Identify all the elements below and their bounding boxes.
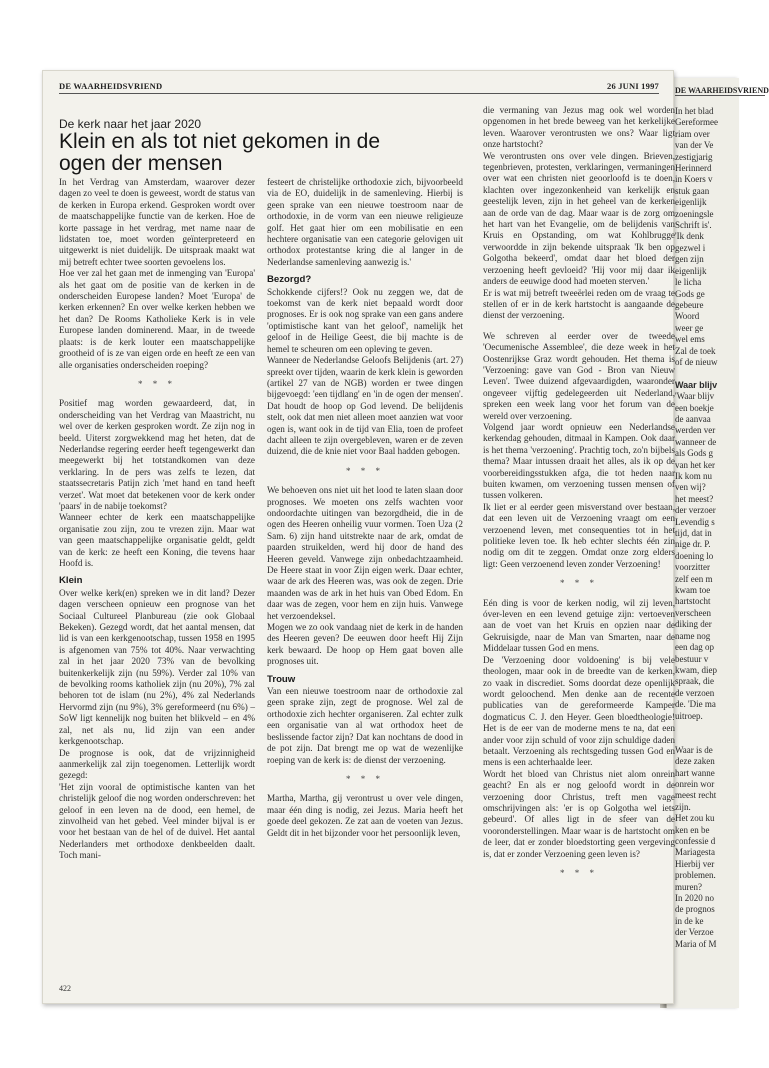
next-page-line: of de nieuw — [675, 356, 718, 367]
subheading-bezorgd: Bezorgd? — [267, 274, 312, 286]
paragraph: In het Verdrag van Amsterdam, waarover dezer dagen zo veel te doen is geweest, wordt de status van de kerken in Europa erkend. Gesproken wordt over de maatschappelijke functie van de kerken. Hoe de korte passage in het verdrag, met name naar de lidstaten toe, moet worden geïnterpreteerd en uitgewerkt is niet duidelijk. De uitspraak maakt wat mij betreft echter twee soorten gevoelens los. — [59, 177, 255, 267]
section-separator: * * * — [346, 465, 384, 476]
issue-date: 26 JUNI 1997 — [607, 81, 659, 91]
next-page-line: verscheen — [675, 607, 711, 618]
section-separator: * * * — [138, 378, 176, 389]
next-page-line: In 2020 no — [675, 893, 714, 904]
next-page-line: de. 'Die ma — [675, 699, 716, 710]
next-page-line: muren? — [675, 881, 702, 892]
paragraph: Wordt het bloed van Christus niet alom onrein geacht? En als er nog geloofd wordt in de verzoening door Christus, treft men vage omschrijvingen als: 'er is op Golgotha wel iets gebeurd'. Of alles ligt in de sfeer van de vooronderstellingen. Maar waar is de hartstocht om de leer, dat er zonder bloedstorting geen vergeving is, dat er zonder Verzoening geen leven is? — [483, 768, 675, 859]
paragraph: Hoe ver zal het gaan met de inmenging van 'Europa' als het gaat om de positie van de kerken in de onderscheiden Europese landen? Moet 'Europa' de kerken erkennen? En over welke kerken hebben we het dan? De Rooms Katholieke Kerk is in vele Europese landen dominerend. Maar, in de tweede plaats: is de kerk louter een maatschappelijke grootheid of is ze van eigen orde en heeft ze een van alle organisaties onderscheiden roeping? — [59, 268, 255, 370]
paragraph: Over welke kerk(en) spreken we in dit land? Dezer dagen verscheen opnieuw een prognose van het Sociaal Cultureel Planbureau (zie ook Globaal Bekeken). Gezegd wordt, dat het aantal mensen, dat lid is van een kerkgenootschap, tussen 1958 en 1995 is afgenomen van 75% tot 40%. Naar verwachting zal in het jaar 2020 73% van de bevolking buitenkerkelijk zijn (nu 59%). Verder zal 10% van de bevolking rooms katholiek zijn (nu 20%), 7% zal behoren tot de islam (nu 2%), 4% zal Nederlands Hervormd zijn (nu 9%), 3% gereformeerd (nu 6%) – SoW ligt kennelijk nog buiten het blikveld – en 4% zal, net als nu, lid zijn van een ander kerkgenootschap. — [59, 587, 255, 747]
next-page-line: Herinnerd — [675, 163, 712, 174]
next-page-line: werden ver — [675, 425, 716, 436]
paragraph: Mogen we zo ook vandaag niet de kerk in de handen des Heeren geven? De eeuwen door heeft Hij Zijn kerk bewaard. De hoop op Hem gaat boven alle prognoses uit. — [267, 622, 463, 667]
next-page-line: wanneer de — [675, 436, 717, 447]
magazine-page — [42, 70, 674, 1004]
next-page-line: Waar blijv — [675, 379, 718, 390]
next-page-line: zoeningsle — [675, 208, 714, 219]
next-page-line: kwam toe — [675, 585, 711, 596]
next-page-line: Ik kom nu — [675, 471, 712, 481]
next-page-line: eigenlijk — [675, 197, 707, 208]
quote-paragraph: 'Het zijn vooral de optimistische kanten van het christelijk geloof die nog worden onderschreven: het geloof in een leven na de dood, een hemel, de zinvolheid van het gebed. Veel minder bijval is er voor het bestaan van de hel of de duivel. Het aantal Nederlanders met orthodoxe denkbeelden daalt. Toch mani- — [59, 781, 255, 861]
next-page-line: Gods ge — [675, 288, 705, 299]
next-page-line: wel ems — [675, 334, 705, 345]
next-page-line: Gereformee — [675, 117, 718, 128]
next-page-line: Schrift is'. — [675, 220, 712, 231]
section-separator: * * * — [560, 578, 598, 589]
next-page-line: deze zaken — [675, 756, 715, 767]
paragraph: De prognose is ook, dat de vrijzinnigheid aanmerkelijk zal zijn toegenomen. Letterlijk wordt gezegd: — [59, 747, 255, 781]
next-page-text — [675, 106, 737, 950]
next-page-line: uitroep. — [675, 710, 703, 721]
subheading-klein: Klein — [59, 575, 83, 587]
paragraph: die vermaning van Jezus mag ook wel worden opgenomen in het brede beweeg van het kerkelijke leven. Waarover verontrusten we ons? Waar ligt onze hartstocht? — [483, 105, 675, 150]
next-page-line: hart wanne — [675, 767, 715, 778]
next-page-line: ven wij? — [675, 482, 706, 493]
paragraph: Van een nieuwe toestroom naar de orthodoxie zal geen sprake zijn, zegt de prognose. Wel zal de orthodoxie zich hechter organiseren. Zal echter zulk een organisatie van al wat orthodox heet de beslissende factor zijn? Dat kan nochtans de dood in de pot zijn. Dat brengt me op wat de wezenlijke roeping van de kerk is: de dienst der verzoening. — [267, 686, 463, 765]
column-2 — [267, 177, 463, 977]
next-page-line: onrein wor — [675, 778, 715, 789]
paragraph: Martha, Martha, gij verontrust u over vele dingen, maar één ding is nodig, zei Jezus. Maria heeft het goede deel gekozen. Ze zat aan de voeten van Jezus. Geldt dit in het bijzonder voor het persoonlijk leven, — [267, 793, 463, 838]
publication-name: DE WAARHEIDSVRIEND — [59, 81, 163, 91]
next-page-line: doening lo — [675, 550, 714, 561]
subheading-trouw: Trouw — [267, 673, 296, 685]
column-1 — [59, 177, 255, 977]
next-page-line: der verzoer — [675, 505, 716, 516]
next-page-line — [675, 733, 737, 744]
next-page-line: der Verzoe — [675, 927, 714, 938]
next-page-line: gebeure — [675, 299, 704, 310]
next-page-line: le licha — [675, 277, 702, 288]
next-page-line: zijn. — [675, 801, 691, 812]
next-page-line: 'Waar blijv — [675, 391, 715, 402]
next-page-strip — [666, 78, 769, 1008]
next-page-line: Levendig s — [675, 516, 715, 527]
running-head — [59, 79, 659, 94]
next-page-line: in Koers v — [675, 174, 713, 185]
next-page-line: diking der — [675, 619, 712, 630]
next-page-line: gezwel i — [675, 242, 706, 253]
next-page-line: de aanvaa — [675, 413, 711, 424]
next-page-line: zestigjarig — [675, 151, 713, 162]
next-page-line: een dag op — [675, 642, 714, 653]
paragraph: We schreven al eerder over de tweede 'Oecumenische Assemblee', die deze week in het Oostenrijkse Graz wordt gehouden. Het thema is 'Verzoening: gave van God - Bron van Nieuw Leven'. Twee duizend afgevaardigden, waaronder ongeveer vijftig gedelegeerden uit Nederland, spreken een week lang voor het forum van de wereld over verzoening. — [483, 330, 675, 421]
article-headline: Klein en als tot niet gekomen in de ogen der mensen — [59, 130, 381, 175]
next-page-line: Woord — [675, 311, 700, 322]
next-page-line: riam over — [675, 128, 710, 139]
next-page-line: kwam, diep — [675, 664, 717, 675]
column-3 — [483, 105, 675, 981]
paragraph: Er is wat mij betreft tweeërlei reden om de vraag te stellen of er in de kerk hartstocht is aangaande de dienst der verzoening. — [483, 287, 675, 321]
next-page-line: hartstocht — [675, 596, 711, 607]
paragraph: Eén ding is voor de kerken nodig, wil zij leven, óver-leven en een levend getuige zijn: vertoeven aan de voet van het Kruis en opzien naar de Gekruisigde, naar de Man van Smarten, naar de Middelaar tussen God en mens. — [483, 597, 675, 654]
next-page-line: Waar is de — [675, 744, 713, 755]
next-page-line: de verzoen — [675, 687, 715, 698]
next-page-line: Het zou ku — [675, 813, 715, 824]
paragraph: Ik liet er al eerder geen misverstand over bestaan, dat een leven uit de Verzoening vraagt om een verzoenend leven, met consequenties tot in het politieke leven toe. Ik heb echter slechts één zin nodig om dit te zeggen. Omdat onze zorg elders ligt: Geen verzoenend leven zonder Verzoening! — [483, 501, 675, 569]
next-page-line: problemen. — [675, 870, 716, 881]
next-page-line: meest recht — [675, 790, 717, 801]
next-page-line: zelf een m — [675, 573, 713, 584]
paragraph: Wanneer echter de kerk een maatschappelijke organisatie zou zijn, zou te vrezen zijn. Maar wat van geen maatschappelijke organisatie geldt, geldt van de kerk: ze heeft een Koning, die tevens haar Hoofd is. — [59, 512, 255, 568]
next-page-line: Hierbij ver — [675, 858, 715, 869]
next-page-line: de prognos — [675, 904, 715, 915]
next-page-line: ken en be — [675, 824, 710, 835]
next-page-line: bestuur v — [675, 653, 709, 664]
next-page-line: In het blad — [675, 106, 714, 116]
next-page-line — [675, 722, 737, 733]
next-page-line: van het ker — [675, 459, 715, 470]
next-page-line: Mariagesta — [675, 847, 715, 858]
next-page-line: nige dr. P. — [675, 539, 711, 550]
next-page-line: confessie d — [675, 836, 716, 846]
quote-paragraph: festeert de christelijke orthodoxie zich, bijvoorbeeld via de EO, duidelijk in de samenleving. Hierbij is geen sprake van een nieuwe toestroom naar de orthodoxie, in de vorm van een nieuwe religieuze golf. Het gaat hier om een mobilisatie en een hechtere organisatie van een categorie gelovigen uit orthodox protestantse kring die al langer in de Nederlandse samenleving aanwezig is.' — [267, 177, 463, 267]
paragraph: De 'Verzoening door voldoening' is bij vele theologen, maar ook in de breedte van de kerken, zo vaak in discrediet. Soms doordat deze openlijk wordt geloochend. Men denke aan de recente publicaties van de gereformeerde Kamper dogmaticus C. J. den Heyer. Geen bloedtheologie! Het is de eer van de moderne mens te na, dat een ander voor zijn schuld of voor zijn schuldige daden betaalt. Verzoening als rechtsgeding tussen God en mens is een achterhaalde leer. — [483, 654, 675, 768]
next-page-line: weer ge — [675, 322, 704, 333]
next-page-line: name nog — [675, 630, 711, 641]
next-page-line: van der Ve — [675, 140, 714, 151]
paragraph: Schokkende cijfers!? Ook nu zeggen we, dat de toekomst van de kerk niet bepaald wordt door prognoses. Er is ook nog sprake van een gans andere 'optimistische kant van het geloof', namelijk het geloof in de Heilige Geest, die bij machte is de hemel te scheuren om een opleving te geven. — [267, 286, 463, 354]
next-page-line: het meest? — [675, 493, 714, 504]
next-page-line: een boekje — [675, 402, 714, 413]
next-page-line: Zal de toek — [675, 345, 716, 356]
next-page-running-head: DE WAARHEIDSVRIEND — [675, 86, 769, 95]
next-page-line: gen zijn — [675, 254, 704, 265]
paragraph: We behoeven ons niet uit het lood te laten slaan door prognoses. We moeten ons zelfs wachten voor ondoordachte uitingen van bezorgdheid, die in de ogen des Heeren onheilig vuur vormen. Toen Uza (2 Sam. 6) zijn hand uitstrekte naar de ark, omdat de paarden struikelden, werd hij door de hand des Heeren geveld. Vanwege zijn onbedachtzaamheid. De Heere staat in voor Zijn eigen werk. Daar echter, waar de ark des Heeren was, was ook de zegen. Drie maanden was de ark in het huis van Obed Edom. En daar was de zegen, voor hem en zijn huis. Vanwege het verzoendeksel. — [267, 485, 463, 621]
paragraph: Wanneer de Nederlandse Geloofs Belijdenis (art. 27) spreekt over tijden, waarin de kerk klein is geworden (artikel 27 van de NGB) worden er twee dingen bijgevoegd: 'een tijdlang' en 'in de ogen der mensen'. Dat houdt de hoop op God levend. De belijdenis stelt, ook dat men niet alleen moet aanzien wat voor ogen is, want ook in de tijd van Elia, toen de profeet dacht alleen te zijn overgebleven, waren er de zeven duizend, die de knie niet voor Baal hadden gebogen. — [267, 355, 463, 457]
next-page-line: 'Ik denk — [675, 231, 704, 242]
article-kicker: De kerk naar het jaar 2020 — [59, 117, 202, 131]
next-page-line: eigenlijk — [675, 265, 707, 276]
next-page-line: Maria of M — [675, 938, 717, 949]
paragraph: Volgend jaar wordt opnieuw een Nederlandse kerkendag gehouden, ditmaal in Kampen. Ook daar is het thema 'verzoening'. Prachtig toch, zo'n bijbels thema? Maar intussen draait het alles, als ik op de voorbereidingsstukken afga, die tot heden naar buiten kwamen, om verzoening tussen mensen of tussen volkeren. — [483, 421, 675, 501]
page-number: 422 — [59, 984, 71, 993]
next-page-line: in de ke — [675, 915, 704, 926]
next-page-line: voorzitter — [675, 562, 710, 573]
paragraph: We verontrusten ons over vele dingen. Brieven, tegenbrieven, protesten, verklaringen, vermaningen over wat een christen niet geoorloofd is te doen, klachten over ingezonkenheid van kerkelijk en geestelijk leven, zijn in het geheel van de kerken aan de orde van de dag. Maar waar is de zorg om het hart van het Evangelie, om de belijdenis van Kruis en Opstanding, om wat Kohlbrugge verwoordde in zijn bekende uitspraak 'Ik ben op Golgotha bekeerd', omdat daar het bloed der verzoening heeft gevloeid? 'Hij voor mij daar ik anders de eeuwige dood had moeten sterven.' — [483, 150, 675, 287]
next-page-line: stuk gaan — [675, 185, 710, 196]
next-page-line: als Gods g — [675, 448, 713, 459]
next-page-line: tijd, dat in — [675, 528, 712, 539]
next-page-line — [675, 368, 737, 379]
section-separator: * * * — [346, 773, 384, 784]
section-separator: * * * — [560, 868, 598, 878]
next-page-line: spraak, die — [675, 676, 714, 687]
paragraph: Positief mag worden gewaardeerd, dat, in onderscheiding van het Verdrag van Maastricht, nu wel over de kerken gesproken wordt. Ze zijn nog in beeld. Uiterst zorgwekkend mag het heten, dat de Nederlandse regering eerder heeft tegengewerkt dan meegewerkt bij het totstandkomen van deze verklaring. In de pers was zelfs te lezen, dat staatssecretaris Patijn zich 'met hand en tand heeft verzet'. Wat moet dat betekenen voor de kerk onder 'paars' in de nabije toekomst? — [59, 398, 255, 511]
